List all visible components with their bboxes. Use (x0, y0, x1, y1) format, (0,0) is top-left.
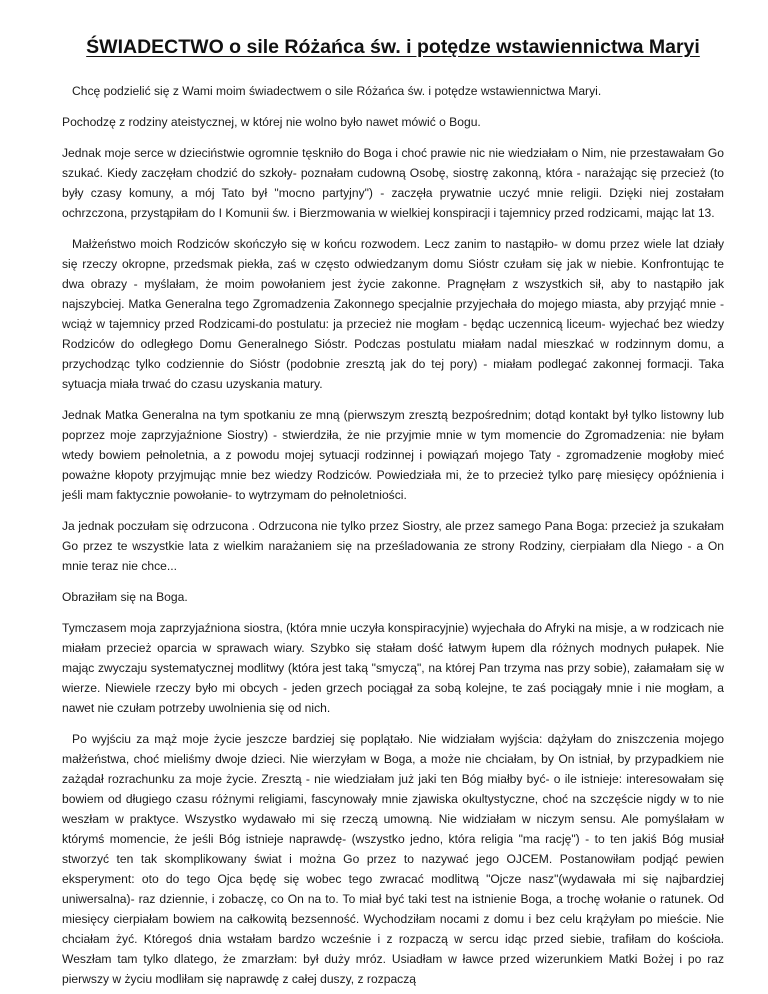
paragraph-offended: Obraziłam się na Boga. (62, 590, 188, 604)
paragraph-loss-of-faith: Tymczasem moja zaprzyjaźniona siostra, (która mnie uczyła konspiracyjnie) wyjechała do Afryki na misje, a w rodzicach nie miałam przecież oparcia w sprawach wiary. Szybko się stałam dość łatwym łupem dla różnych modnych pułapek. Nie mając zwyczaju systematycznej modlitwy (która jest taką "smyczą", na której Pan trzyma nas przy sobie), załamałam się w wierze. Niewiele rzeczy było mi obcych - jeden grzech pociągał za sobą kolejne, te zaś pociągały mnie i nie mogłam, a nawet nie czułam potrzeby uwolnienia się od nich. (62, 621, 724, 715)
paragraph-childhood: Jednak moje serce w dzieciństwie ogromnie tęskniło do Boga i choć prawie nic nie wiedziałam o Nim, nie przestawałam Go szukać. Kiedy zaczęłam chodzić do szkoły- poznałam cudowną Osobę, siostrę zakonną, która - narażając się przecież (to były czasy komuny, a mój Tato był "mocno partyjny") - zaczęła prywatnie uczyć mnie religii. Dzięki niej zostałam ochrzczona, przystąpiłam do I Komunii św. i Bierzmowania w wielkiej konspiracji i tajemnicy przed rodzicami, mając lat 13. (62, 146, 724, 220)
paragraph-intro: Chcę podzielić się z Wami moim świadectwem o sile Różańca św. i potędze wstawiennictwa Maryi. (72, 84, 602, 98)
document-body (62, 36, 724, 994)
paragraph-rejection: Ja jednak poczułam się odrzucona . Odrzucona nie tylko przez Siostry, ale przez samego Pana Boga: przecież ja szukałam Go przez te wszystkie lata z wielkim narażaniem się na prześladowania ze strony Rodziny, cierpiałam dla Niego - a On mnie teraz nie chce... (62, 519, 724, 573)
paragraph-origin: Pochodzę z rodziny ateistycznej, w której nie wolno było nawet mówić o Bogu. (62, 115, 481, 129)
paragraph-marriage: Po wyjściu za mąż moje życie jeszcze bardziej się poplątało. Nie widziałam wyjścia: dążyłam do zniszczenia mojego małżeństwa, choć mieliśmy dwoje dzieci. Nie wierzyłam w Boga, a może nie chciałam, by On istniał, by przypadkiem nie zażądał rozrachunku za moje życie. Zresztą - nie wiedziałam już jaki ten Bóg miałby być- o ile istnieje: interesowałam się bowiem od długiego czasu różnymi religiami, fascynowały mnie zjawiska okultystyczne, choć na szczęście nigdy w to nie weszłam w praktyce. Wszystko wydawało mi się rzeczą umowną. Nie widziałam w niczym sensu. Ale pomyślałam w którymś momencie, że jeśli Bóg istnieje naprawdę- (wszystko jedno, która religia "ma rację") - to ten jakiś Bóg musiał stworzyć ten tak skomplikowany świat i można Go przez to nazywać jego OJCEM. Postanowiłam podjąć pewien eksperyment: oto do tego Ojca będę się wobec tego zwracać modlitwą "Ojcze nasz"(wydawała mi się najbardziej uniwersalna)- raz dziennie, i zobaczę, co On na to. To miał być taki test na istnienie Boga, a trochę wołanie o ratunek. Od miesięcy cierpiałam bowiem na całkowitą bezsenność. Wychodziłam nocami z domu i bez celu krążyłam po mieście. Nie chciałam żyć. Któregoś dnia wstałam bardzo wcześnie i z rozpaczą w sercu idąc przed siebie, trafiłam do kościoła. Weszłam tam tylko dlatego, że zmarzłam: był duży mróz. Usiadłam w ławce przed wizerunkiem Matki Bożej i po raz pierwszy w życiu modliłam się naprawdę z całej duszy, z rozpaczą (62, 732, 724, 986)
paragraph-mother-general: Jednak Matka Generalna na tym spotkaniu ze mną (pierwszym zresztą bezpośrednim; dotąd kontakt był tylko listowny lub poprzez moje zaprzyjaźnione Siostry) - stwierdziła, że nie przyjmie mnie w tym momencie do Zgromadzenia: nie byłam wtedy bowiem pełnoletnia, a z powodu mojej sytuacji rodzinnej i powiązań mojego Taty - zgromadzenie mogłoby mieć poważne kłopoty przyjmując mnie bez wiedzy Rodziców. Powiedziała mi, że to przecież tylko parę miesięcy opóźnienia i jeśli mam faktycznie powołanie- to wytrzymam do pełnoletniości. (62, 408, 724, 502)
paragraph-parents-divorce: Małżeństwo moich Rodziców skończyło się w końcu rozwodem. Lecz zanim to nastąpiło- w domu przez wiele lat działy się rzeczy okropne, przedsmak piekła, zaś w często odwiedzanym domu Sióstr czułam się jak w niebie. Konfrontując te dwa obrazy - myślałam, że moim powołaniem jest życie zakonne. Pragnęłam z wszystkich sił, aby to nastąpiło jak najszybciej. Matka Generalna tego Zgromadzenia Zakonnego specjalnie przyjechała do mojego miasta, aby przyjąć mnie - wciąż w tajemnicy przed Rodzicami-do postulatu: ja przecież nie mogłam - będąc uczennicą liceum- wyjechać bez wiedzy Rodziców do odległego Domu Generalnego Sióstr. Podczas postulatu miałam nadal mieszkać w rodzinnym domu, a przychodząc tylko codziennie do Sióstr (podobnie zresztą jak do tej pory) - miałam podlegać zakonnej formacji. Taka sytuacja miała trwać do czasu uzyskania matury. (62, 237, 724, 391)
document-title: ŚWIADECTWO o sile Różańca św. i potędze wstawiennictwa Maryi (86, 36, 700, 58)
